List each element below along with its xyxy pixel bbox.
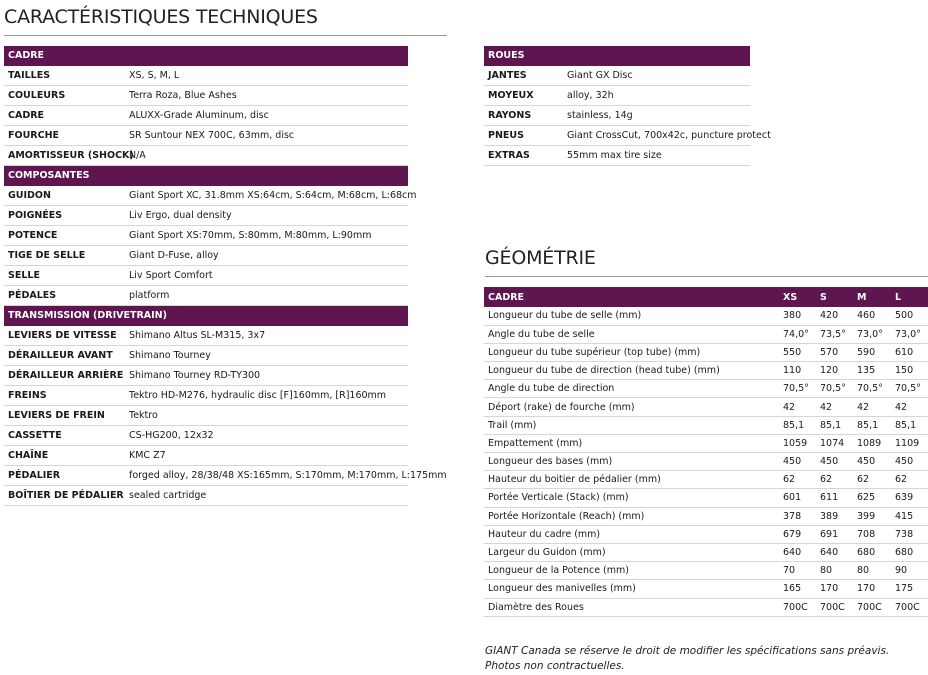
specs-title: CARACTÉRISTIQUES TECHNIQUES <box>4 6 318 28</box>
geometry-value: 450 <box>816 453 853 471</box>
geometry-value: 691 <box>816 525 853 543</box>
geometry-title: GÉOMÉTRIE <box>485 247 596 269</box>
geometry-row <box>484 562 928 580</box>
geometry-value: 73,5° <box>816 325 853 343</box>
spec-value: Shimano Altus SL-M315, 3x7 <box>125 326 408 346</box>
geometry-value: 378 <box>779 507 816 525</box>
section-title: TRANSMISSION (DRIVETRAIN) <box>4 306 408 326</box>
geometry-value: 170 <box>853 580 891 598</box>
geometry-row <box>484 416 928 434</box>
section-header-cadre <box>4 46 408 66</box>
spec-row <box>4 186 408 206</box>
spec-label: FOURCHE <box>4 126 125 146</box>
section-header-transmission <box>4 306 408 326</box>
geometry-label: Angle du tube de selle <box>484 325 779 343</box>
spec-row <box>4 86 408 106</box>
spec-value: Giant CrossCut, 700x42c, puncture protect <box>563 126 750 146</box>
spec-label: PÉDALES <box>4 286 125 306</box>
geometry-label: Trail (mm) <box>484 416 779 434</box>
wheels-table <box>484 45 771 166</box>
spec-label: POIGNÉES <box>4 206 125 226</box>
geometry-value: 73,0° <box>891 325 928 343</box>
spec-label: EXTRAS <box>484 146 563 166</box>
spec-label: CHAÎNE <box>4 446 125 466</box>
spec-value: Liv Sport Comfort <box>125 266 408 286</box>
spec-row <box>4 206 408 226</box>
spec-value: sealed cartridge <box>125 486 408 506</box>
geometry-value: 70,5° <box>891 380 928 398</box>
geometry-value: 62 <box>816 471 853 489</box>
geometry-row <box>484 343 928 361</box>
geometry-value: 85,1 <box>853 416 891 434</box>
spec-row <box>4 406 408 426</box>
spec-label: POTENCE <box>4 226 125 246</box>
spec-value: XS, S, M, L <box>125 66 408 86</box>
geometry-row <box>484 543 928 561</box>
spec-label: FREINS <box>4 386 125 406</box>
geometry-value: 450 <box>779 453 816 471</box>
geometry-header-row <box>484 287 928 307</box>
geometry-header-label: CADRE <box>484 287 779 307</box>
geometry-value: 639 <box>891 489 928 507</box>
spec-label: BOÎTIER DE PÉDALIER <box>4 486 125 506</box>
specs-title-rule <box>4 35 447 36</box>
geometry-value: 680 <box>853 543 891 561</box>
spec-value: Shimano Tourney <box>125 346 408 366</box>
geometry-value: 85,1 <box>891 416 928 434</box>
spec-value: Giant GX Disc <box>563 66 750 86</box>
geometry-value: 380 <box>779 307 816 325</box>
geometry-label: Angle du tube de direction <box>484 380 779 398</box>
geometry-value: 679 <box>779 525 816 543</box>
geometry-value: 450 <box>853 453 891 471</box>
spec-label: LEVIERS DE FREIN <box>4 406 125 426</box>
size-header: L <box>891 287 928 307</box>
section-title: CADRE <box>4 46 408 66</box>
geometry-value: 1109 <box>891 434 928 452</box>
spec-row <box>4 286 408 306</box>
spec-label: TAILLES <box>4 66 125 86</box>
geometry-value: 42 <box>891 398 928 416</box>
geometry-value: 708 <box>853 525 891 543</box>
spec-row <box>4 466 408 486</box>
spec-label: TIGE DE SELLE <box>4 246 125 266</box>
geometry-row <box>484 307 928 325</box>
geometry-value: 640 <box>779 543 816 561</box>
geometry-label: Longueur des bases (mm) <box>484 453 779 471</box>
geometry-value: 460 <box>853 307 891 325</box>
spec-row <box>4 486 408 506</box>
geometry-table <box>484 287 928 617</box>
spec-value: alloy, 32h <box>563 86 750 106</box>
spec-row <box>4 66 408 86</box>
spec-label: AMORTISSEUR (SHOCK) <box>4 146 125 166</box>
geometry-row <box>484 398 928 416</box>
geometry-value: 738 <box>891 525 928 543</box>
geometry-row <box>484 325 928 343</box>
spec-row <box>4 266 408 286</box>
geometry-label: Diamètre des Roues <box>484 598 779 616</box>
size-header: M <box>853 287 891 307</box>
geometry-row <box>484 471 928 489</box>
geometry-value: 85,1 <box>779 416 816 434</box>
geometry-value: 62 <box>853 471 891 489</box>
disclaimer-note: GIANT Canada se réserve le droit de modifier les spécifications sans préavis. Photos non contractuelles. <box>485 645 890 672</box>
geometry-value: 700C <box>779 598 816 616</box>
section-header-composantes <box>4 166 408 186</box>
spec-value: CS-HG200, 12x32 <box>125 426 408 446</box>
geometry-value: 120 <box>816 362 853 380</box>
section-title: ROUES <box>484 46 750 66</box>
spec-value: Liv Ergo, dual density <box>125 206 408 226</box>
spec-label: SELLE <box>4 266 125 286</box>
spec-row <box>4 246 408 266</box>
spec-label: RAYONS <box>484 106 563 126</box>
geometry-value: 70,5° <box>816 380 853 398</box>
spec-row <box>4 126 408 146</box>
spec-label: DÉRAILLEUR AVANT <box>4 346 125 366</box>
spec-value: SR Suntour NEX 700C, 63mm, disc <box>125 126 408 146</box>
geometry-value: 500 <box>891 307 928 325</box>
geometry-row <box>484 580 928 598</box>
spec-value: platform <box>125 286 408 306</box>
geometry-label: Largeur du Guidon (mm) <box>484 543 779 561</box>
geometry-value: 590 <box>853 343 891 361</box>
geometry-label: Déport (rake) de fourche (mm) <box>484 398 779 416</box>
geometry-value: 150 <box>891 362 928 380</box>
spec-row <box>4 106 408 126</box>
geometry-label: Hauteur du cadre (mm) <box>484 525 779 543</box>
geometry-value: 135 <box>853 362 891 380</box>
spec-value: ALUXX-Grade Aluminum, disc <box>125 106 408 126</box>
spec-label: JANTES <box>484 66 563 86</box>
geometry-value: 80 <box>816 562 853 580</box>
geometry-value: 415 <box>891 507 928 525</box>
geometry-row <box>484 380 928 398</box>
spec-value: 55mm max tire size <box>563 146 750 166</box>
spec-row <box>4 426 408 446</box>
geometry-value: 1089 <box>853 434 891 452</box>
geometry-value: 420 <box>816 307 853 325</box>
spec-value: Tektro HD-M276, hydraulic disc [F]160mm, [R]160mm <box>125 386 408 406</box>
geometry-value: 700C <box>853 598 891 616</box>
geometry-value: 165 <box>779 580 816 598</box>
spec-value: N/A <box>125 146 408 166</box>
spec-row <box>4 226 408 246</box>
spec-row <box>4 326 408 346</box>
spec-value: Giant Sport XS:70mm, S:80mm, M:80mm, L:90mm <box>125 226 408 246</box>
spec-label: LEVIERS DE VITESSE <box>4 326 125 346</box>
geometry-value: 1074 <box>816 434 853 452</box>
spec-row <box>484 86 750 106</box>
spec-row <box>484 146 750 166</box>
geometry-value: 680 <box>891 543 928 561</box>
geometry-value: 1059 <box>779 434 816 452</box>
spec-label: CASSETTE <box>4 426 125 446</box>
spec-row <box>4 446 408 466</box>
geometry-value: 601 <box>779 489 816 507</box>
spec-value: Shimano Tourney RD-TY300 <box>125 366 408 386</box>
geometry-value: 550 <box>779 343 816 361</box>
spec-label: CADRE <box>4 106 125 126</box>
geometry-row <box>484 489 928 507</box>
geometry-value: 80 <box>853 562 891 580</box>
spec-label: GUIDON <box>4 186 125 206</box>
geometry-label: Longueur des manivelles (mm) <box>484 580 779 598</box>
geometry-value: 62 <box>779 471 816 489</box>
specs-table <box>4 45 447 506</box>
geometry-value: 611 <box>816 489 853 507</box>
geometry-label: Longueur du tube de direction (head tube) (mm) <box>484 362 779 380</box>
geometry-row <box>484 362 928 380</box>
spec-row <box>4 346 408 366</box>
geometry-label: Longueur du tube supérieur (top tube) (mm) <box>484 343 779 361</box>
spec-label: COULEURS <box>4 86 125 106</box>
spec-value: Giant Sport XC, 31.8mm XS:64cm, S:64cm, M:68cm, L:68cm <box>125 186 408 206</box>
geometry-value: 450 <box>891 453 928 471</box>
spec-row <box>4 366 408 386</box>
spec-row <box>4 386 408 406</box>
geometry-label: Empattement (mm) <box>484 434 779 452</box>
geometry-row <box>484 434 928 452</box>
geometry-value: 110 <box>779 362 816 380</box>
geometry-title-rule <box>485 276 928 277</box>
geometry-value: 42 <box>779 398 816 416</box>
spec-row <box>484 106 750 126</box>
geometry-value: 175 <box>891 580 928 598</box>
geometry-value: 640 <box>816 543 853 561</box>
size-header: S <box>816 287 853 307</box>
geometry-row <box>484 525 928 543</box>
geometry-row <box>484 507 928 525</box>
geometry-value: 62 <box>891 471 928 489</box>
spec-row <box>484 126 750 146</box>
spec-row <box>4 146 408 166</box>
geometry-value: 610 <box>891 343 928 361</box>
spec-value: KMC Z7 <box>125 446 408 466</box>
geometry-value: 85,1 <box>816 416 853 434</box>
spec-value: Terra Roza, Blue Ashes <box>125 86 408 106</box>
geometry-label: Portée Verticale (Stack) (mm) <box>484 489 779 507</box>
geometry-value: 399 <box>853 507 891 525</box>
geometry-label: Longueur de la Potence (mm) <box>484 562 779 580</box>
spec-label: MOYEUX <box>484 86 563 106</box>
geometry-value: 42 <box>853 398 891 416</box>
spec-value: Tektro <box>125 406 408 426</box>
spec-value: stainless, 14g <box>563 106 750 126</box>
geometry-value: 42 <box>816 398 853 416</box>
geometry-value: 389 <box>816 507 853 525</box>
geometry-value: 625 <box>853 489 891 507</box>
geometry-value: 700C <box>816 598 853 616</box>
section-title: COMPOSANTES <box>4 166 408 186</box>
geometry-value: 74,0° <box>779 325 816 343</box>
geometry-label: Portée Horizontale (Reach) (mm) <box>484 507 779 525</box>
geometry-value: 700C <box>891 598 928 616</box>
size-header: XS <box>779 287 816 307</box>
spec-value: forged alloy, 28/38/48 XS:165mm, S:170mm, M:170mm, L:175mm <box>125 466 408 486</box>
geometry-value: 170 <box>816 580 853 598</box>
spec-label: DÉRAILLEUR ARRIÈRE <box>4 366 125 386</box>
spec-label: PÉDALIER <box>4 466 125 486</box>
geometry-row <box>484 598 928 616</box>
geometry-label: Hauteur du boitier de pédalier (mm) <box>484 471 779 489</box>
geometry-value: 90 <box>891 562 928 580</box>
geometry-value: 70,5° <box>779 380 816 398</box>
geometry-value: 70,5° <box>853 380 891 398</box>
geometry-value: 570 <box>816 343 853 361</box>
geometry-row <box>484 453 928 471</box>
geometry-value: 70 <box>779 562 816 580</box>
section-header-roues <box>484 46 750 66</box>
spec-row <box>484 66 750 86</box>
geometry-value: 73,0° <box>853 325 891 343</box>
spec-value: Giant D-Fuse, alloy <box>125 246 408 266</box>
geometry-label: Longueur du tube de selle (mm) <box>484 307 779 325</box>
spec-label: PNEUS <box>484 126 563 146</box>
